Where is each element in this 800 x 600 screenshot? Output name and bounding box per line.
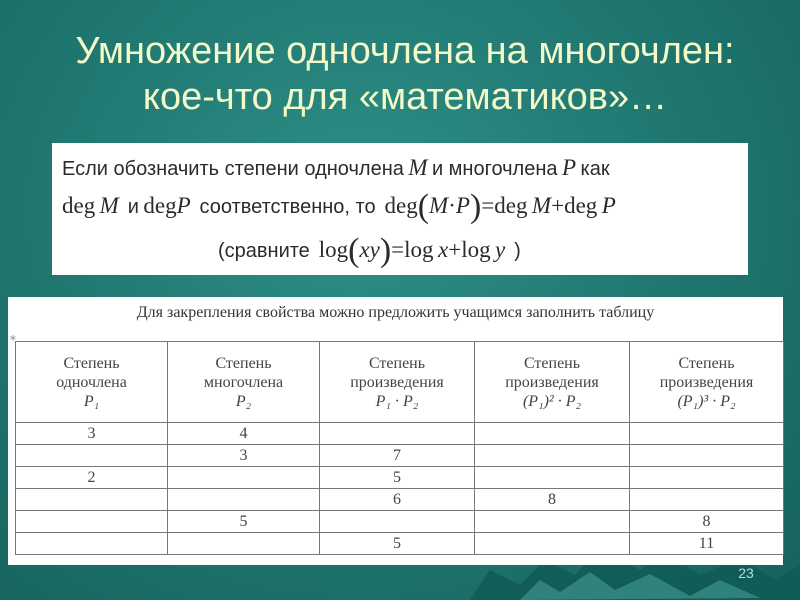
table-cell[interactable]: 6 [320,489,475,511]
exercise-table-box [8,297,783,565]
header-cell: Степень произведения P₁ · P₂ [320,342,475,423]
table-cell[interactable]: 8 [630,511,784,533]
table-cell[interactable] [475,445,630,467]
table-cell[interactable] [630,467,784,489]
table-row [16,445,784,467]
formula-line-3: (сравните log(xy)=log x+log y ) [218,232,521,269]
table-cell[interactable] [475,533,630,555]
table-cell[interactable] [630,489,784,511]
table-cell[interactable] [168,467,320,489]
header-cell: Степень произведения (P₁)² · P₂ [475,342,630,423]
table-cell[interactable] [16,489,168,511]
header-cell: Степень многочлена P₂ [168,342,320,423]
table-cell[interactable] [475,423,630,445]
table-cell[interactable]: 5 [168,511,320,533]
table-row [16,467,784,489]
table-cell[interactable]: 8 [475,489,630,511]
table-cell[interactable] [630,445,784,467]
table-cell[interactable] [16,533,168,555]
title-line-2: кое-что для «математиков»… [142,76,668,118]
table-cell[interactable]: 2 [16,467,168,489]
table-cell[interactable] [475,511,630,533]
table-cell[interactable] [168,533,320,555]
formula-line-1: Если обозначить степени одночлена M и многочлена P как [62,155,610,180]
table-cell[interactable] [320,511,475,533]
table-cell[interactable]: 3 [16,423,168,445]
header-cell: Степень одночлена P₁ [16,342,168,423]
formula-box [52,143,748,275]
table-cell[interactable]: 7 [320,445,475,467]
table-cell[interactable]: 11 [630,533,784,555]
header-cell: Степень произведения (P₁)³ · P₂ [630,342,784,423]
table-cell[interactable]: 5 [320,467,475,489]
table-cell[interactable]: 3 [168,445,320,467]
table-cell[interactable] [16,445,168,467]
table-row [16,511,784,533]
table-cell[interactable] [16,511,168,533]
slide-title [40,28,770,120]
table-cell[interactable] [630,423,784,445]
table-row [16,533,784,555]
table-cell[interactable]: 4 [168,423,320,445]
table-row [16,489,784,511]
formula-line-2: deg M и degP соответственно, то deg(M·P)=deg M+deg P [62,188,616,225]
table-cell[interactable]: 5 [320,533,475,555]
table-cell[interactable] [320,423,475,445]
table-row [16,423,784,445]
table-cell[interactable] [168,489,320,511]
title-line-1: Умножение одночлена на многочлен: [75,30,735,72]
slide-number: 23 [738,565,754,581]
exercise-table [15,341,784,555]
marker: * [10,333,16,347]
table-cell[interactable] [475,467,630,489]
table-caption: Для закрепления свойства можно предложить учащимся заполнить таблицу [136,304,655,321]
table-header-row [16,342,784,423]
